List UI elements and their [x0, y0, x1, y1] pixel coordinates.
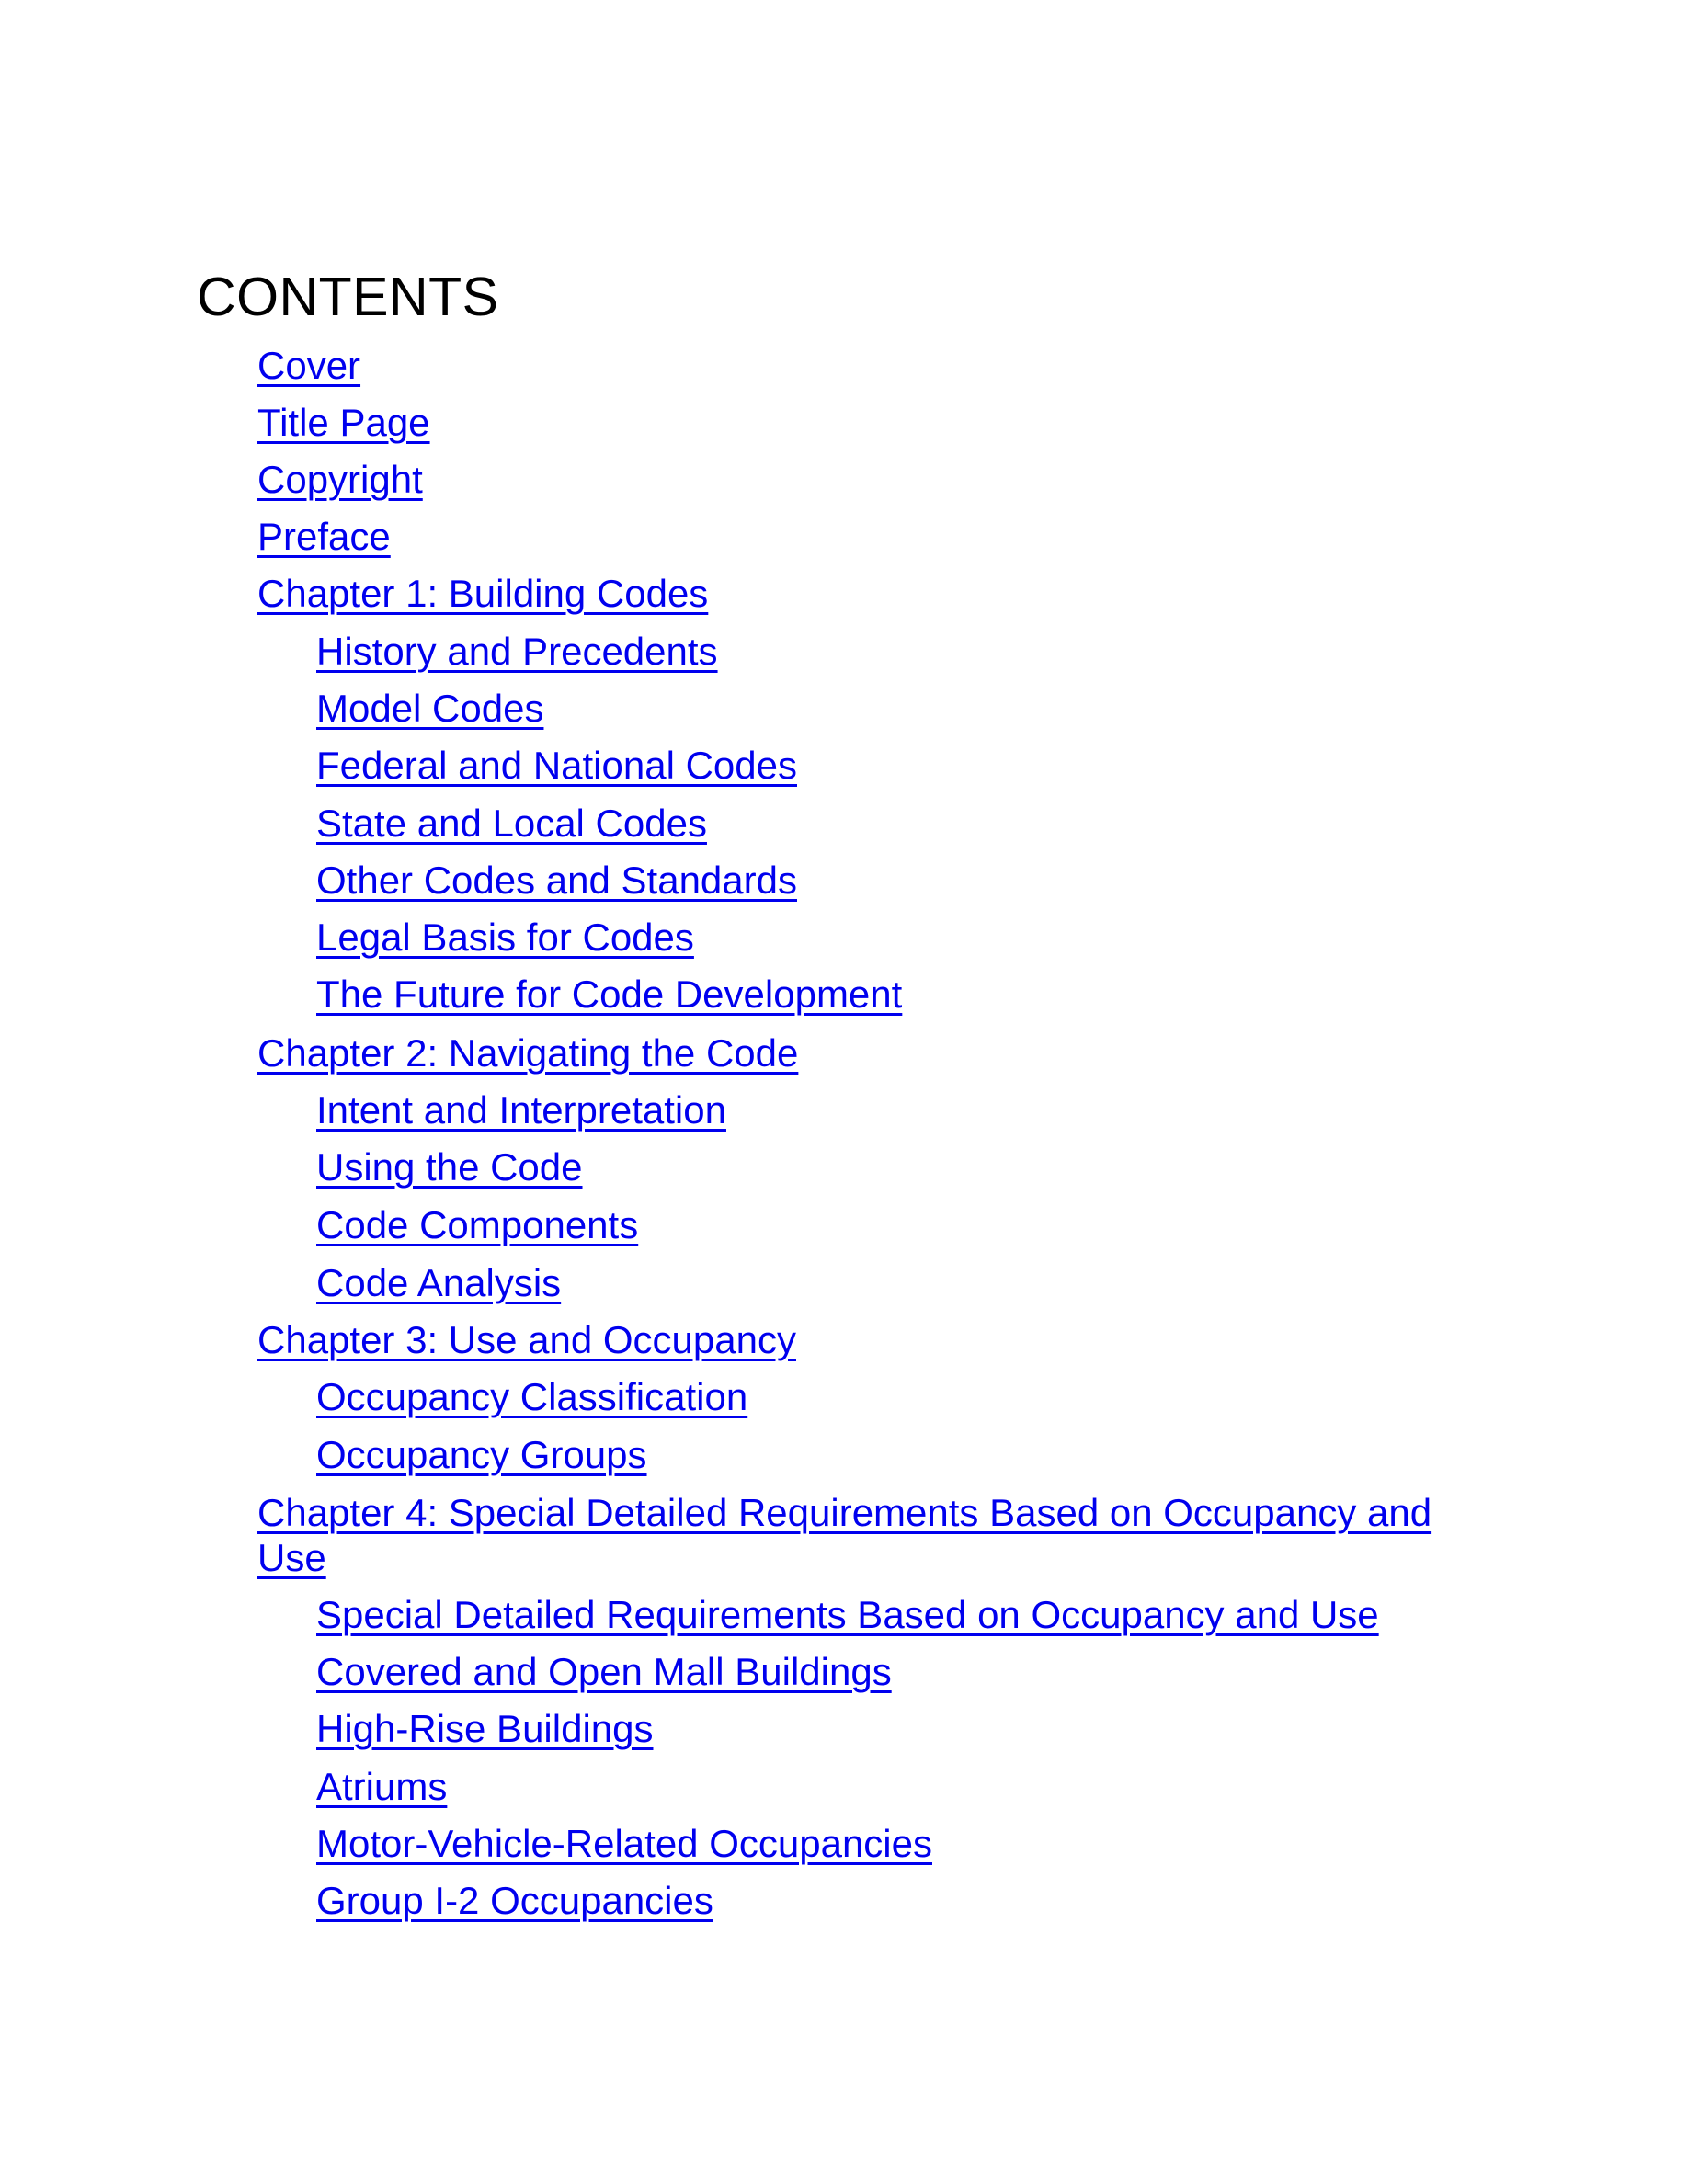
- toc-link-special-detailed-requirements[interactable]: Special Detailed Requirements Based on Occupancy and Use: [316, 1593, 1379, 1636]
- toc-link-motor-vehicle-related-occupancies[interactable]: Motor-Vehicle-Related Occupancies: [316, 1822, 932, 1865]
- toc-link-high-rise-buildings[interactable]: High-Rise Buildings: [316, 1707, 654, 1750]
- contents-heading: CONTENTS: [197, 267, 499, 327]
- toc-link-chapter-3[interactable]: Chapter 3: Use and Occupancy: [257, 1318, 796, 1361]
- toc-link-cover[interactable]: Cover: [257, 344, 361, 387]
- toc-link-code-analysis[interactable]: Code Analysis: [316, 1261, 562, 1304]
- toc-link-copyright[interactable]: Copyright: [257, 458, 423, 501]
- toc-link-state-and-local-codes[interactable]: State and Local Codes: [316, 802, 707, 845]
- toc-link-future-for-code-development[interactable]: The Future for Code Development: [316, 973, 903, 1016]
- toc-link-legal-basis-for-codes[interactable]: Legal Basis for Codes: [316, 916, 694, 959]
- toc-link-using-the-code[interactable]: Using the Code: [316, 1145, 583, 1189]
- toc-link-code-components[interactable]: Code Components: [316, 1203, 639, 1246]
- toc-link-history-and-precedents[interactable]: History and Precedents: [316, 630, 718, 673]
- toc-link-occupancy-classification[interactable]: Occupancy Classification: [316, 1375, 748, 1418]
- toc-link-model-codes[interactable]: Model Codes: [316, 687, 544, 730]
- toc-link-preface[interactable]: Preface: [257, 515, 391, 558]
- toc-link-title-page[interactable]: Title Page: [257, 401, 430, 444]
- toc-link-federal-and-national-codes[interactable]: Federal and National Codes: [316, 744, 797, 787]
- toc-link-covered-and-open-mall-buildings[interactable]: Covered and Open Mall Buildings: [316, 1650, 892, 1693]
- toc-link-group-i-2-occupancies[interactable]: Group I-2 Occupancies: [316, 1879, 713, 1922]
- toc-link-intent-and-interpretation[interactable]: Intent and Interpretation: [316, 1088, 726, 1132]
- toc-link-chapter-2[interactable]: Chapter 2: Navigating the Code: [257, 1031, 799, 1075]
- toc-link-occupancy-groups[interactable]: Occupancy Groups: [316, 1433, 647, 1476]
- toc-link-chapter-1[interactable]: Chapter 1: Building Codes: [257, 572, 709, 615]
- toc-link-atriums[interactable]: Atriums: [316, 1765, 448, 1808]
- toc-link-other-codes-and-standards[interactable]: Other Codes and Standards: [316, 859, 797, 902]
- toc-link-chapter-4[interactable]: Chapter 4: Special Detailed Requirements Based on Occupancy and Use: [257, 1491, 1432, 1579]
